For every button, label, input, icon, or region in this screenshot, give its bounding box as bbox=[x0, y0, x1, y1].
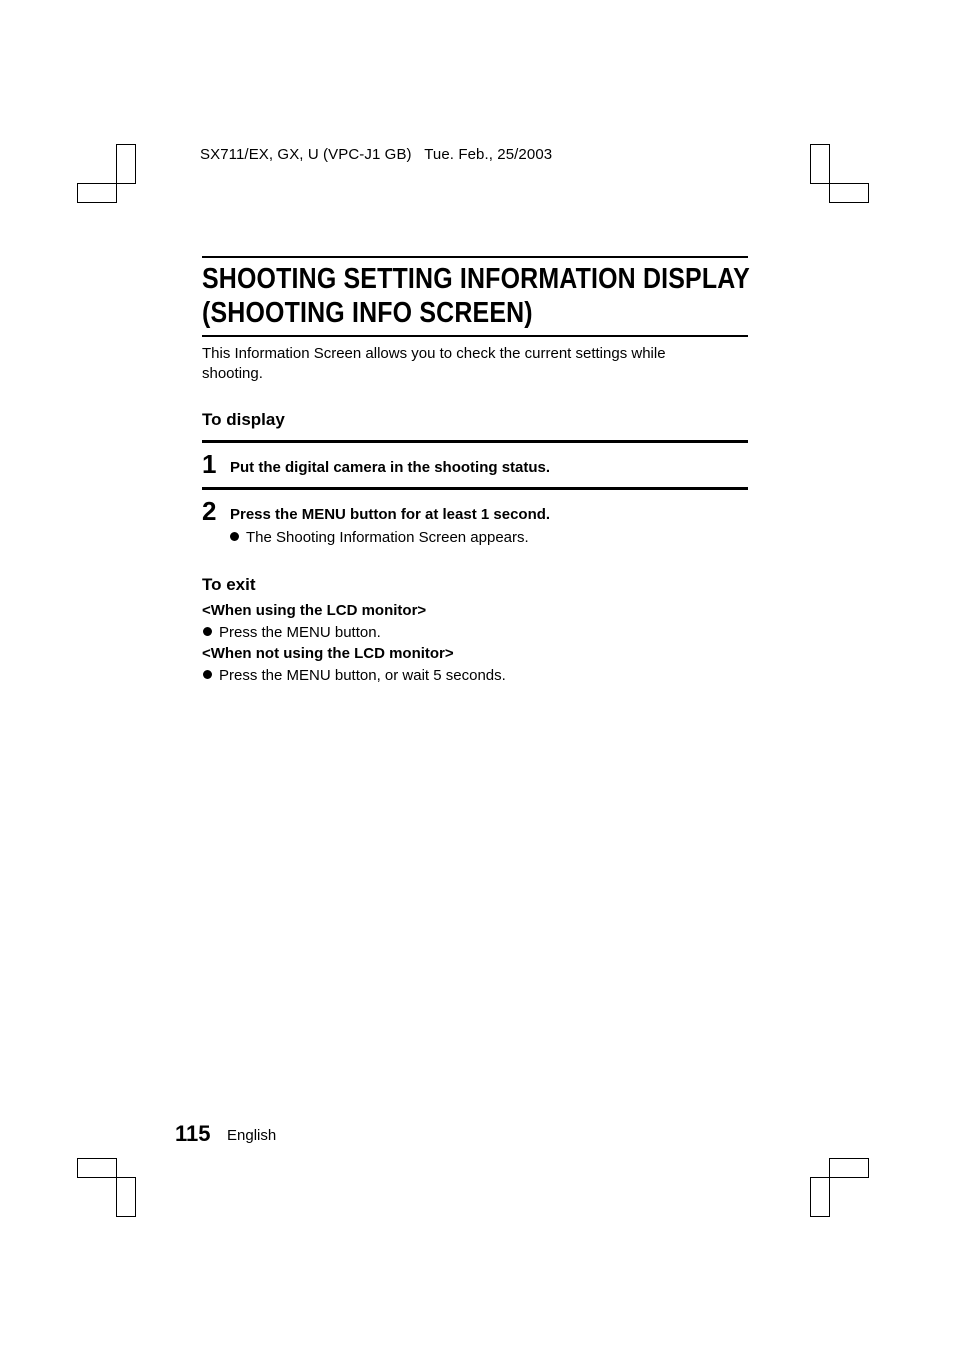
page-language: English bbox=[227, 1127, 277, 1144]
lcd-on-label: <When using the LCD monitor> bbox=[202, 602, 427, 619]
to-exit-heading: To exit bbox=[202, 575, 256, 594]
page-title bbox=[202, 256, 748, 337]
to-display-heading: To display bbox=[202, 410, 285, 429]
print-date: Tue. Feb., 25/2003 bbox=[424, 146, 553, 163]
lcd-off-label: <When not using the LCD monitor> bbox=[202, 645, 454, 662]
step-2-bullet bbox=[230, 529, 529, 546]
step-2-text: Press the MENU button for at least 1 second. bbox=[230, 506, 551, 523]
bullet-dot-icon bbox=[203, 670, 212, 679]
lcd-off-bullet-text: Press the MENU button, or wait 5 seconds. bbox=[219, 667, 506, 684]
crop-mark-bottom-left-horizontal bbox=[77, 1158, 117, 1178]
lcd-on-bullet-text: Press the MENU button. bbox=[219, 624, 381, 641]
crop-mark-bottom-left-vertical bbox=[116, 1177, 136, 1217]
crop-mark-bottom-right-horizontal bbox=[829, 1158, 869, 1178]
intro-paragraph: This Information Screen allows you to check the current settings while shooting. bbox=[202, 345, 666, 382]
page-title-line-2: (SHOOTING INFO SCREEN) bbox=[202, 297, 533, 329]
bullet-dot-icon bbox=[203, 627, 212, 636]
crop-mark-bottom-right-vertical bbox=[810, 1177, 830, 1217]
lcd-off-bullet bbox=[203, 667, 506, 684]
page-title-line-1: SHOOTING SETTING INFORMATION DISPLAY bbox=[202, 263, 750, 295]
page-number: 115 bbox=[175, 1121, 211, 1146]
lcd-on-bullet bbox=[203, 624, 381, 641]
step-2-number: 2 bbox=[202, 496, 217, 526]
crop-mark-top-right-horizontal bbox=[829, 183, 869, 203]
bullet-dot-icon bbox=[230, 532, 239, 541]
step-2-bullet-text: The Shooting Information Screen appears. bbox=[246, 529, 529, 546]
step-2-divider bbox=[202, 487, 748, 490]
step-1-divider bbox=[202, 440, 748, 443]
step-1-text: Put the digital camera in the shooting status. bbox=[230, 459, 551, 476]
print-header bbox=[200, 146, 552, 163]
crop-mark-top-right-vertical bbox=[810, 144, 830, 184]
model-code: SX711/EX, GX, U (VPC-J1 GB) bbox=[200, 146, 412, 163]
step-1-number: 1 bbox=[202, 449, 217, 479]
crop-mark-top-left-horizontal bbox=[77, 183, 117, 203]
crop-mark-top-left-vertical bbox=[116, 144, 136, 184]
